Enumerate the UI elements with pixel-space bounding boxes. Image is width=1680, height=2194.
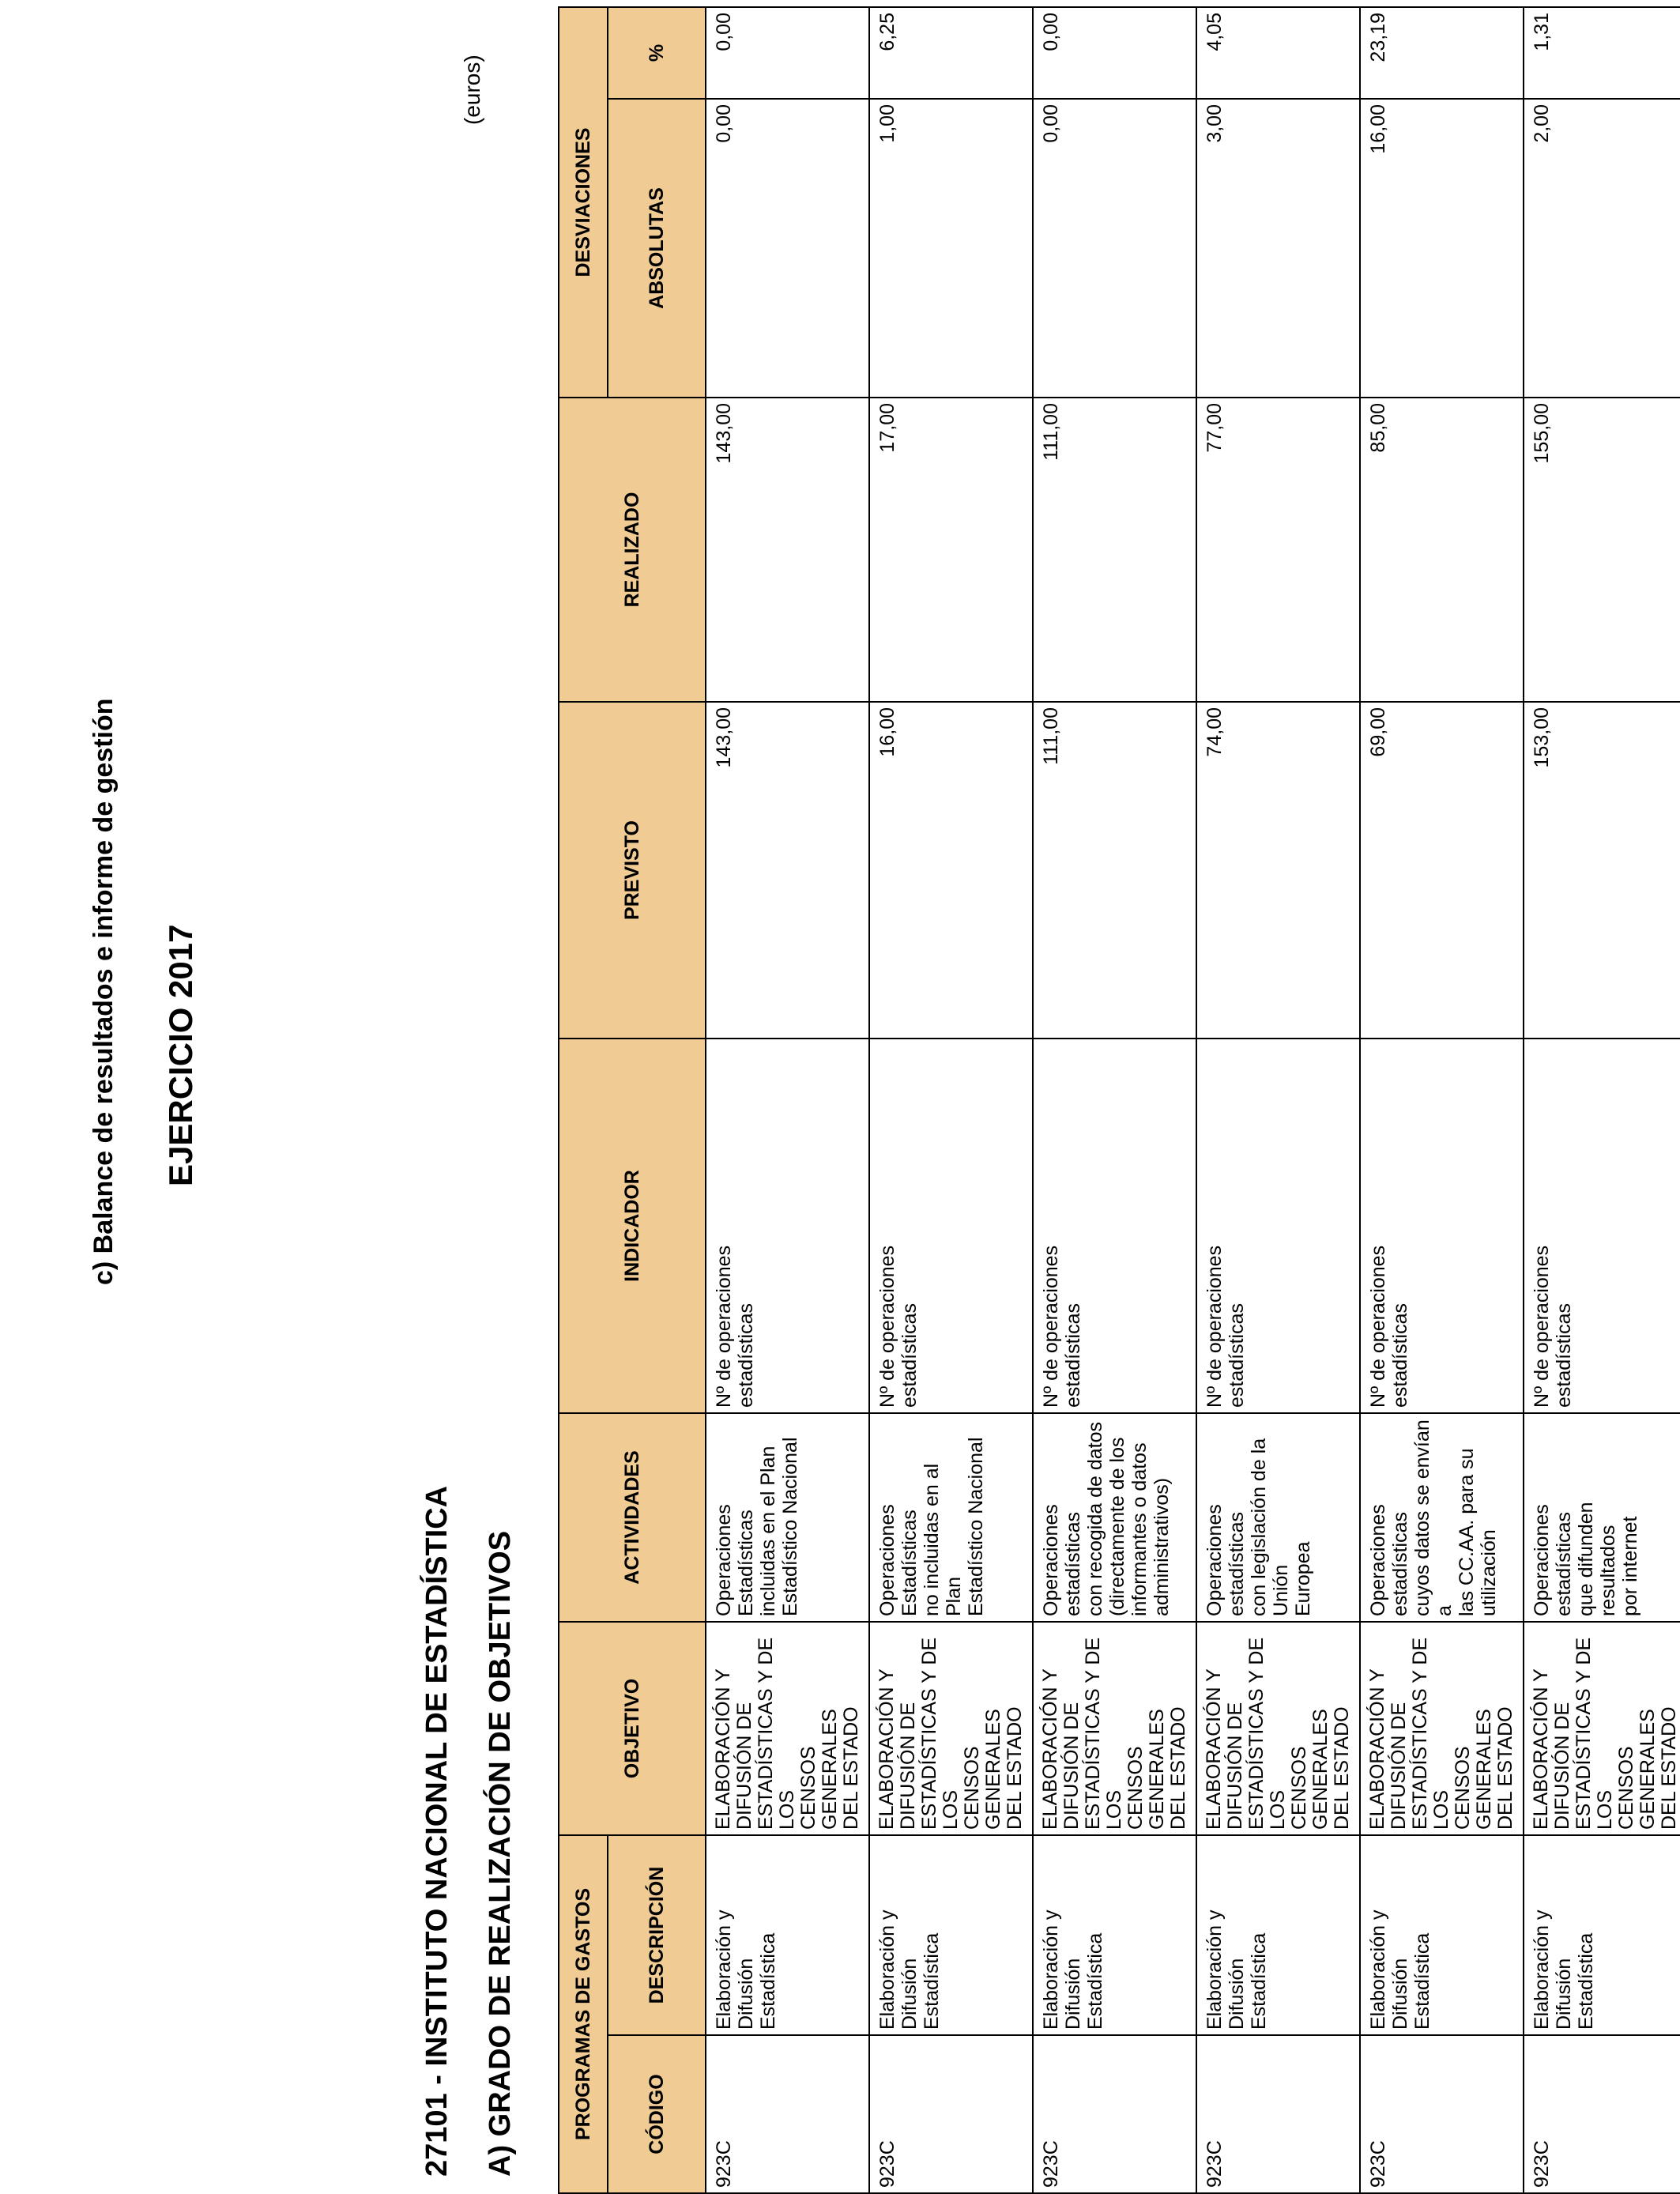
cell-absolutas: 0,00: [1033, 99, 1196, 398]
table-row: [1360, 7, 1524, 2193]
cell-indicador: Nº de operaciones estadísticas: [706, 1039, 869, 1413]
cell-actividades: Operaciones estadísticas con recogida de datos (directamente de los informantes o datos administrativos): [1033, 1413, 1196, 1622]
table-row: [1033, 7, 1196, 2193]
table-row: [1196, 7, 1360, 2193]
cell-objetivo: ELABORACIÓN Y DIFUSIÓN DE ESTADÍSTICAS Y DE LOS CENSOS GENERALES DEL ESTADO: [869, 1622, 1033, 1835]
header-group-row: [559, 7, 608, 2193]
cell-pct: 1,31: [1524, 7, 1680, 99]
cell-realizado: 77,00: [1196, 398, 1360, 702]
cell-pct: 0,00: [706, 7, 869, 99]
cell-previsto: 16,00: [869, 702, 1033, 1039]
cell-absolutas: 16,00: [1360, 99, 1524, 398]
cell-objetivo: ELABORACIÓN Y DIFUSIÓN DE ESTADÍSTICAS Y DE LOS CENSOS GENERALES DEL ESTADO: [1033, 1622, 1196, 1835]
cell-descripcion: Elaboración y Difusión Estadística: [869, 1835, 1033, 2035]
cell-pct: 0,00: [1033, 7, 1196, 99]
cell-pct: 6,25: [869, 7, 1033, 99]
cell-codigo: 923C: [1360, 2035, 1524, 2193]
cell-codigo: 923C: [1196, 2035, 1360, 2193]
cell-indicador: Nº de operaciones estadísticas: [1524, 1039, 1680, 1413]
header-descripcion: DESCRIPCIÓN: [608, 1835, 706, 2035]
header-realizado: REALIZADO: [559, 398, 706, 702]
cell-objetivo: ELABORACIÓN Y DIFUSIÓN DE ESTADÍSTICAS Y DE LOS CENSOS GENERALES DEL ESTADO: [1196, 1622, 1360, 1835]
objectives-subtitle: A) GRADO DE REALIZACIÓN DE OBJETIVOS: [484, 1530, 517, 2177]
cell-absolutas: 3,00: [1196, 99, 1360, 398]
cell-previsto: 74,00: [1196, 702, 1360, 1039]
header-pct: %: [608, 7, 706, 99]
header-codigo: CÓDIGO: [608, 2035, 706, 2193]
header-previsto: PREVISTO: [559, 702, 706, 1039]
cell-objetivo: ELABORACIÓN Y DIFUSIÓN DE ESTADÍSTICAS Y DE LOS CENSOS GENERALES DEL ESTADO: [706, 1622, 869, 1835]
cell-realizado: 17,00: [869, 398, 1033, 702]
cell-indicador: Nº de operaciones estadísticas: [1360, 1039, 1524, 1413]
header-indicador: INDICADOR: [559, 1039, 706, 1413]
cell-indicador: Nº de operaciones estadísticas: [1196, 1039, 1360, 1413]
header-absolutas: ABSOLUTAS: [608, 99, 706, 398]
cell-actividades: Operaciones Estadísticas no incluidas en al Plan Estadístico Nacional: [869, 1413, 1033, 1622]
objectives-table: [558, 6, 1680, 2194]
header-programas: PROGRAMAS DE GASTOS: [559, 1835, 608, 2193]
ejercicio-title: EJERCICIO 2017: [162, 924, 199, 1186]
cell-indicador: Nº de operaciones estadísticas: [869, 1039, 1033, 1413]
cell-pct: 4,05: [1196, 7, 1360, 99]
section-heading: c) Balance de resultados e informe de gestión: [89, 698, 119, 1285]
cell-objetivo: ELABORACIÓN Y DIFUSIÓN DE ESTADÍSTICAS Y DE LOS CENSOS GENERALES DEL ESTADO: [1360, 1622, 1524, 1835]
cell-previsto: 153,00: [1524, 702, 1680, 1039]
cell-realizado: 155,00: [1524, 398, 1680, 702]
cell-codigo: 923C: [706, 2035, 869, 2193]
header-desviaciones: DESVIACIONES: [559, 7, 608, 398]
table-row: [706, 7, 869, 2193]
cell-realizado: 111,00: [1033, 398, 1196, 702]
cell-actividades: Operaciones estadísticas que difunden resultados por internet: [1524, 1413, 1680, 1622]
cell-pct: 23,19: [1360, 7, 1524, 99]
cell-actividades: Operaciones estadísticas cuyos datos se envían a las CC.AA. para su utilización: [1360, 1413, 1524, 1622]
cell-absolutas: 2,00: [1524, 99, 1680, 398]
cell-descripcion: Elaboración y Difusión Estadística: [1033, 1835, 1196, 2035]
cell-actividades: Operaciones Estadísticas incluidas en el Plan Estadístico Nacional: [706, 1413, 869, 1622]
cell-descripcion: Elaboración y Difusión Estadística: [1360, 1835, 1524, 2035]
units-label: (euros): [460, 55, 484, 125]
cell-previsto: 143,00: [706, 702, 869, 1039]
cell-codigo: 923C: [1524, 2035, 1680, 2193]
cell-realizado: 85,00: [1360, 398, 1524, 702]
cell-codigo: 923C: [1033, 2035, 1196, 2193]
cell-descripcion: Elaboración y Difusión Estadística: [1196, 1835, 1360, 2035]
cell-absolutas: 1,00: [869, 99, 1033, 398]
cell-actividades: Operaciones estadísticas con legislación de la Unión Europea: [1196, 1413, 1360, 1622]
table-header: [559, 7, 706, 2193]
cell-previsto: 69,00: [1360, 702, 1524, 1039]
cell-absolutas: 0,00: [706, 99, 869, 398]
entity-title: 27101 - INSTITUTO NACIONAL DE ESTADÍSTICA: [420, 1485, 454, 2177]
table-row: [1524, 7, 1680, 2193]
cell-previsto: 111,00: [1033, 702, 1196, 1039]
table-row: [869, 7, 1033, 2193]
cell-codigo: 923C: [869, 2035, 1033, 2193]
header-objetivo: OBJETIVO: [559, 1622, 706, 1835]
header-actividades: ACTIVIDADES: [559, 1413, 706, 1622]
cell-realizado: 143,00: [706, 398, 869, 702]
cell-objetivo: ELABORACIÓN Y DIFUSIÓN DE ESTADÍSTICAS Y DE LOS CENSOS GENERALES DEL ESTADO: [1524, 1622, 1680, 1835]
table-body: [706, 7, 1680, 2193]
cell-descripcion: Elaboración y Difusión Estadística: [1524, 1835, 1680, 2035]
cell-indicador: Nº de operaciones estadísticas: [1033, 1039, 1196, 1413]
cell-descripcion: Elaboración y Difusión Estadística: [706, 1835, 869, 2035]
